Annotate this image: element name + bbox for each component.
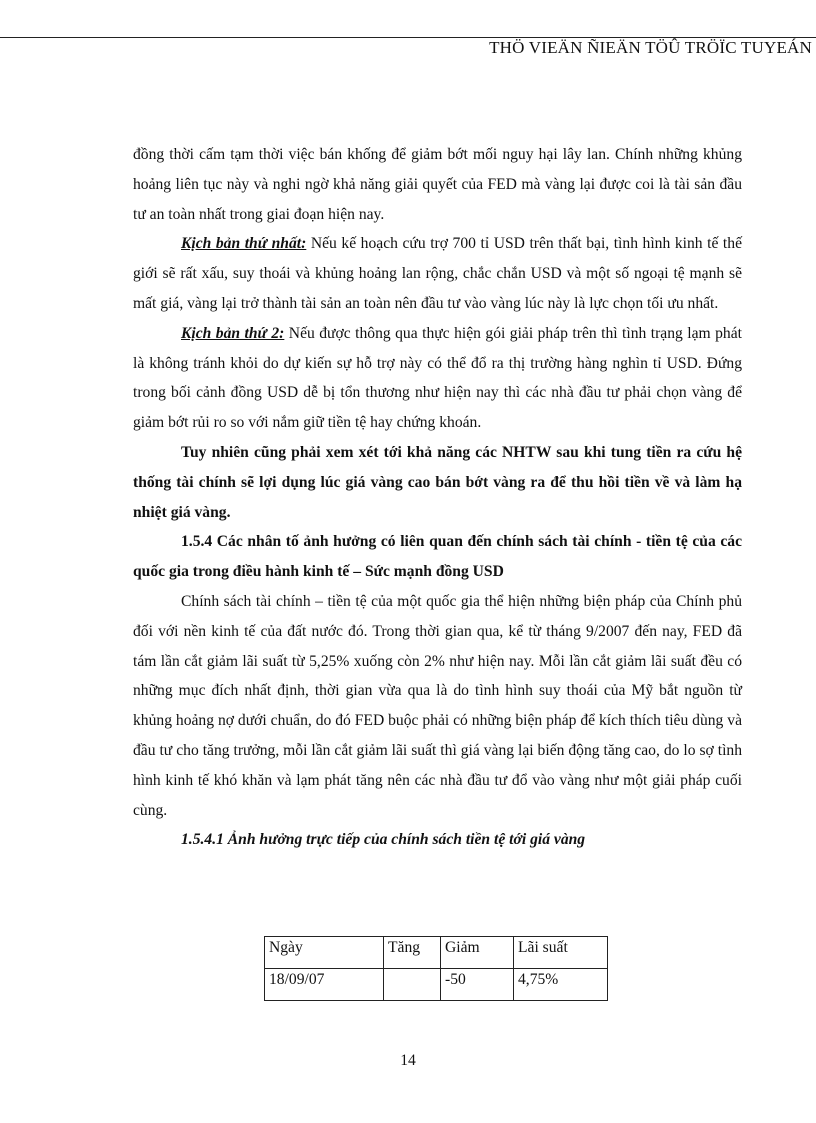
table-header-row	[265, 937, 608, 969]
header-title: THÖ VIEÄN ÑIEÄN TÖÛ TRÖÏC TUYEÁN	[489, 38, 812, 57]
document-body	[133, 140, 742, 855]
table-header-cell: Tăng	[384, 937, 441, 969]
paragraph-intro: đồng thời cấm tạm thời việc bán khống để giảm bớt mối nguy hại lây lan. Chính những khủng hoảng liên tục này và nghi ngờ khả năng giải quyết của FED mà vàng lại được coi là tài sản đầu tư an toàn nhất trong giai đoạn hiện nay.	[133, 146, 742, 223]
table-cell: 4,75%	[514, 969, 608, 1001]
scenario-2-label: Kịch bản thứ 2:	[181, 324, 285, 342]
table-cell	[384, 969, 441, 1001]
table-header-cell: Ngày	[265, 937, 384, 969]
page-number: 14	[400, 1052, 416, 1069]
scenario-1-text: Nếu kế hoạch cứu trợ 700 tỉ USD trên thất bại, tình hình kinh tế thế giới sẽ rất xấu, suy thoái và khủng hoảng lan rộng, chắc chắn USD và một số ngoại tệ mạnh sẽ mất giá, vàng lại trở thành tài sản an toàn nên đầu tư vào vàng lúc này là lực chọn tối ưu nhất.	[133, 235, 742, 312]
paragraph-scenario-2	[133, 319, 742, 438]
scenario-2-text: Nếu được thông qua thực hiện gói giải pháp trên thì tình trạng lạm phát là không tránh khỏi do dự kiến sự hỗ trợ này có thể đổ ra thị trường hàng nghìn tỉ USD. Đứng trong bối cảnh đồng USD dễ bị tổn thương như hiện nay thì các nhà đầu tư phải chọn vàng để giảm bớt rủi ro so với nắm giữ tiền tệ hay chứng khoán.	[133, 324, 742, 432]
section-heading-1-5-4-1: 1.5.4.1 Ảnh hưởng trực tiếp của chính sách tiền tệ tới giá vàng	[181, 831, 586, 849]
paragraph-bold-note: Tuy nhiên cũng phải xem xét tới khả năng các NHTW sau khi tung tiền ra cứu hệ thống tài chính sẽ lợi dụng lúc giá vàng cao bán bớt vàng ra để thu hồi tiền về và làm hạ nhiệt giá vàng.	[133, 443, 742, 521]
table-cell: 18/09/07	[265, 969, 384, 1001]
table-cell: -50	[441, 969, 514, 1001]
paragraph-scenario-1	[133, 229, 742, 318]
interest-rate-table	[264, 936, 608, 1001]
scenario-1-label: Kịch bản thứ nhất:	[181, 235, 307, 253]
table-header-cell: Lãi suất	[514, 937, 608, 969]
paragraph-monetary-policy: Chính sách tài chính – tiền tệ của một quốc gia thể hiện những biện pháp của Chính phủ đối với nền kinh tế của đất nước đó. Trong thời gian qua, kể từ tháng 9/2007 đến nay, FED đã tám lần cắt giảm lãi suất từ 5,25% xuống còn 2% như hiện nay. Mỗi lần cắt giảm lãi suất đều có những mục đích nhất định, thời gian vừa qua là do tình hình suy thoái của Mỹ bắt nguồn từ khủng hoảng nợ dưới chuẩn, do đó FED buộc phải có những biện pháp để kích thích tiêu dùng và đầu tư cho tăng trưởng, mỗi lần cắt giảm lãi suất thì giá vàng lại biến động tăng cao, do lo sợ tình hình kinh tế khó khăn và lạm phát tăng nên các nhà đầu tư đổ vào vàng như một giải pháp cuối cùng.	[133, 592, 742, 819]
section-heading-1-5-4: 1.5.4 Các nhân tố ảnh hưởng có liên quan đến chính sách tài chính - tiền tệ của các quốc gia trong điều hành kinh tế – Sức mạnh đồng USD	[133, 533, 742, 581]
table-header-cell: Giảm	[441, 937, 514, 969]
table-row	[265, 969, 608, 1001]
